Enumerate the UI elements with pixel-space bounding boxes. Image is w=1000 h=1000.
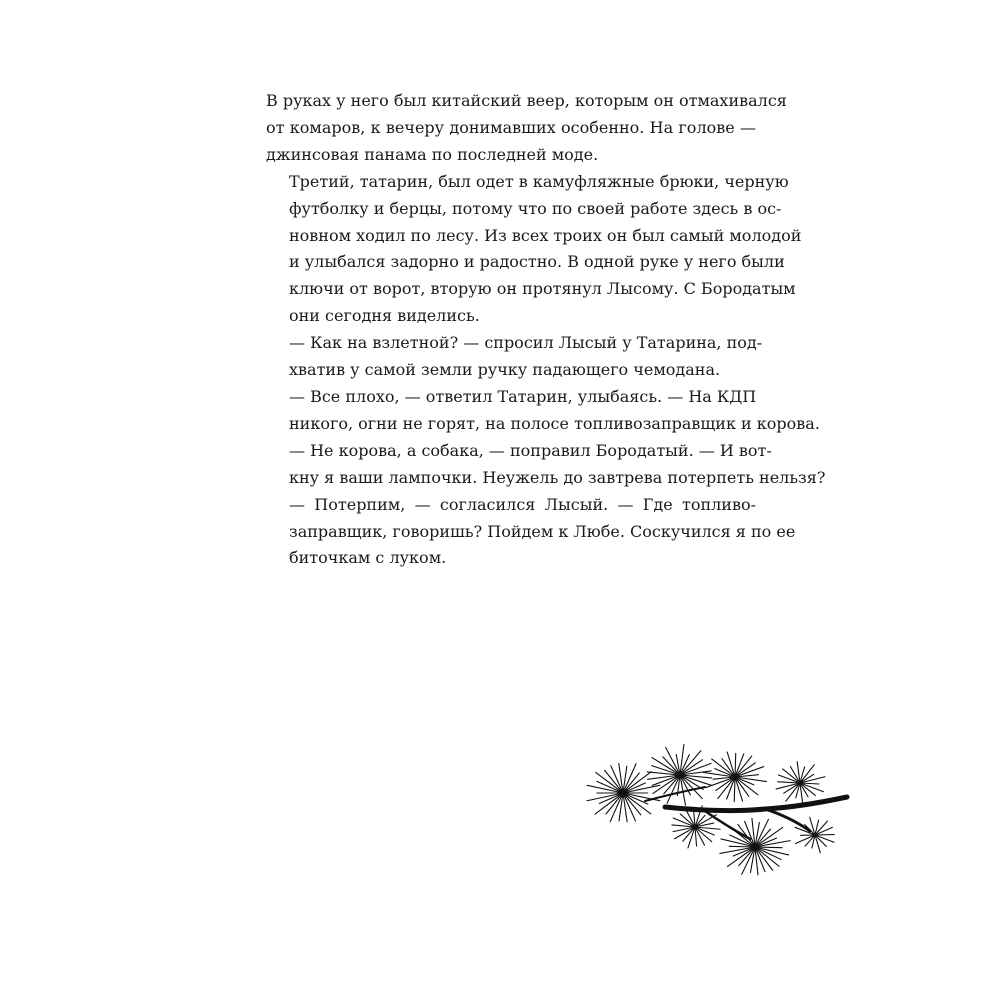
text-line: футболку и берцы, потому что по своей работе здесь в ос- bbox=[289, 198, 782, 218]
text-line: хватив у самой земли ручку падающего чемодана. bbox=[289, 360, 721, 380]
text-line: кну я ваши лампочки. Неужель до завтрева потерпеть нельзя? bbox=[289, 467, 826, 487]
text-line: новном ходил по лесу. Из всех троих он был самый молодой bbox=[289, 225, 802, 245]
text-line: джинсовая панама по последней моде. bbox=[266, 144, 599, 164]
paragraph bbox=[266, 330, 763, 384]
text-line: ключи от ворот, вторую он протянул Лысому. С Бородатым bbox=[289, 279, 796, 299]
text-line: — Все плохо, — ответил Татарин, улыбаясь. — На КДП bbox=[289, 386, 757, 406]
text-line: — Не корова, а собака, — поправил Бородатый. — И вот- bbox=[289, 440, 772, 460]
paragraph bbox=[266, 384, 820, 438]
text-line: — Как на взлетной? — спросил Лысый у Татарина, под- bbox=[289, 333, 763, 353]
text-line: они сегодня виделись. bbox=[289, 306, 480, 326]
paragraph bbox=[266, 492, 796, 573]
pine-branch-icon bbox=[585, 735, 850, 890]
body-text bbox=[266, 88, 826, 572]
text-line: В руках у него был китайский веер, которым он отмахивался bbox=[266, 91, 787, 110]
text-line: Третий, татарин, был одет в камуфляжные брюки, черную bbox=[289, 171, 789, 191]
text-line: биточкам с луком. bbox=[289, 548, 447, 568]
text-line: и улыбался задорно и радостно. В одной руке у него были bbox=[289, 252, 785, 272]
text-line: заправщик, говоришь? Пойдем к Любе. Соскучился я по ее bbox=[289, 521, 796, 541]
text-line: — Потерпим, — согласился Лысый. — Где топливо- bbox=[289, 494, 756, 514]
paragraph bbox=[266, 438, 826, 492]
paragraph bbox=[266, 88, 787, 169]
paragraph bbox=[266, 169, 802, 330]
text-line: от комаров, к вечеру донимавших особенно. На голове — bbox=[266, 117, 756, 137]
text-line: никого, огни не горят, на полосе топливозаправщик и корова. bbox=[289, 413, 820, 433]
